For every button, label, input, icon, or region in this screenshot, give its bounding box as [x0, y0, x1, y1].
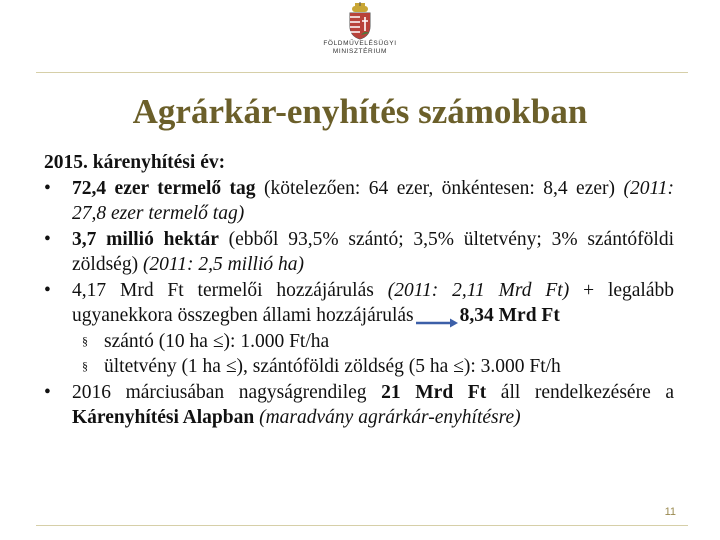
bullet-marker: •	[44, 228, 51, 250]
members-2011: (2011: 27,8 ezer termelő tag)	[72, 177, 674, 224]
members-count: 72,4 ezer termelő tag	[72, 177, 256, 199]
square-bullet-icon: §	[82, 333, 88, 348]
hectares-total: 3,7 millió hektár	[72, 228, 219, 250]
slide-title: Agrárkár-enyhítés számokban	[132, 92, 588, 131]
bullet-contribution	[44, 278, 674, 329]
fund-text-2: áll rendelkezésére a	[486, 381, 674, 403]
sub-bullet-plantation	[44, 354, 674, 380]
bullet-marker: •	[44, 177, 51, 199]
page-number: 11	[664, 506, 676, 518]
sub-bullet-arable	[44, 329, 674, 355]
hectares-2011: (2011: 2,5 millió ha)	[142, 254, 304, 275]
bullet-fund	[44, 380, 674, 431]
ministry-name-line1: FÖLDMŰVELÉSÜGYI	[323, 40, 397, 47]
ministry-name-line2: MINISZTÉRIUM	[332, 48, 388, 55]
contribution-text: 4,17 Mrd Ft termelői hozzájárulás	[72, 279, 388, 301]
fund-text-1: 2016 márciusában nagyságrendileg	[72, 381, 382, 403]
fund-name: Kárenyhítési Alapban	[72, 407, 255, 428]
contribution-total: 8,34 Mrd Ft	[459, 305, 560, 326]
state-contribution-text: + legalább ugyanekkora összegben állami hozzájárulás	[72, 279, 674, 326]
header-divider	[36, 72, 688, 73]
bullet-members	[44, 176, 674, 227]
bullet-marker: •	[44, 279, 51, 301]
members-breakdown: (kötelezően: 64 ezer, önkéntesen: 8,4 ezer)	[255, 177, 624, 199]
slide-body	[44, 150, 674, 431]
coat-of-arms-icon	[345, 2, 375, 40]
plantation-rate: ültetvény (1 ha ≤), szántóföldi zöldség (5 ha ≤): 3.000 Ft/h	[104, 356, 561, 377]
section-heading: 2015. kárenyhítési év:	[44, 152, 226, 173]
ministry-logo	[310, 2, 410, 56]
square-bullet-icon: §	[82, 359, 88, 373]
footer-divider	[36, 525, 688, 526]
fund-note: (maradvány agrárkár-enyhítésre)	[259, 407, 521, 428]
contribution-2011: (2011: 2,11 Mrd Ft)	[387, 279, 570, 301]
bullet-marker: •	[44, 381, 51, 403]
arable-rate: szántó (10 ha ≤): 1.000 Ft/ha	[104, 330, 330, 352]
arrow-icon	[414, 311, 460, 323]
fund-amount: 21 Mrd Ft	[381, 381, 487, 403]
hectares-breakdown: (ebből 93,5% szántó; 3,5% ültetvény; 3% szántóföldi zöldség)	[72, 228, 674, 275]
bullet-hectares	[44, 227, 674, 278]
